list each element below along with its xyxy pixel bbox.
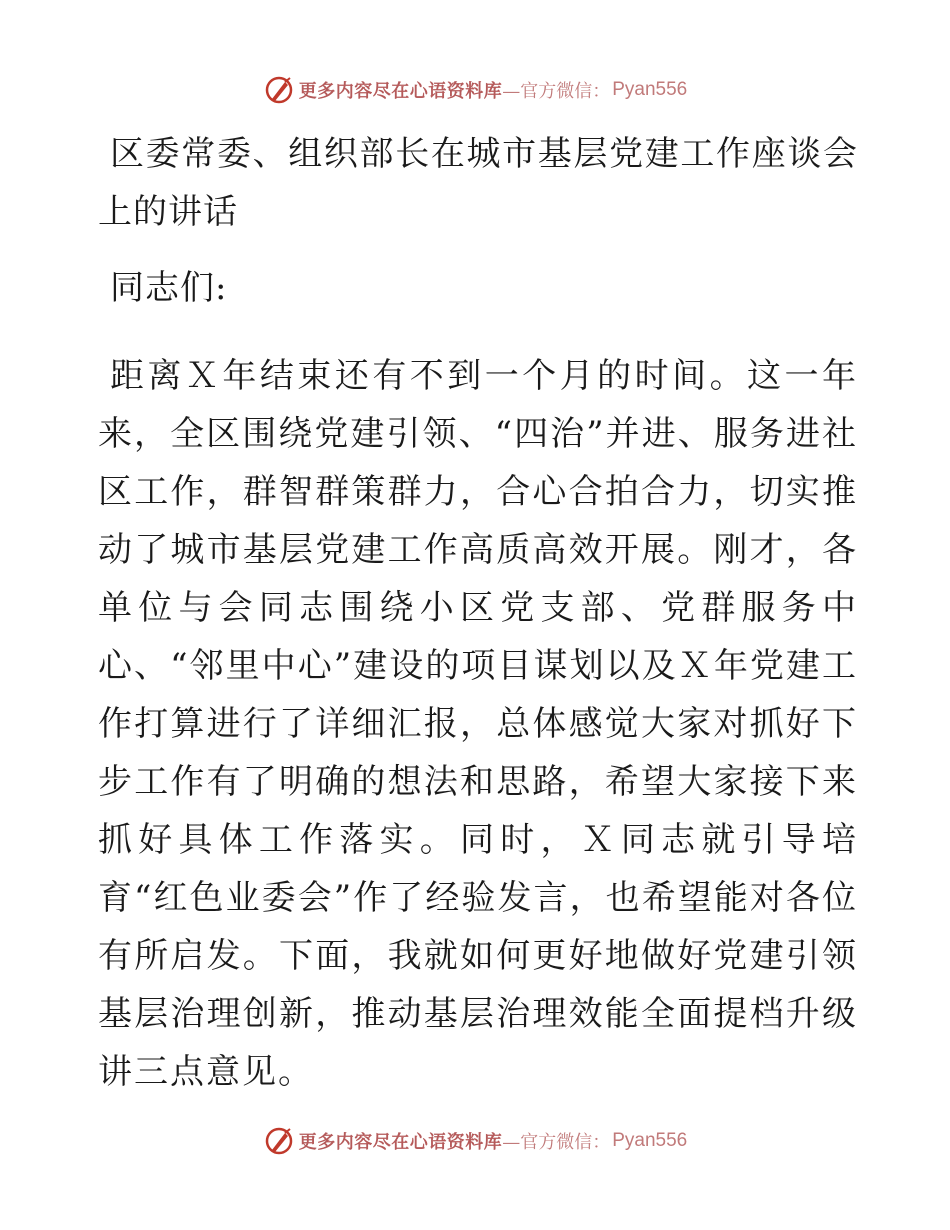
body-paragraph: 距离Ｘ年结束还有不到一个月的时间。这一年来，全区围绕党建引领、“四治”并进、服务进社区工作，群智群策群力，合心合拍合力，切实推动了城市基层党建工作高质高效开展。刚才，各单位与会同志围绕小区党支部、党群服务中心、“邻里中心”建设的项目谋划以及Ｘ年党建工作打算进行了详细汇报，总体感觉大家对抓好下步工作有了明确的想法和思路，希望大家接下来抓好具体工作落实。同时，Ｘ同志就引导培育“红色业委会”作了经验发言，也希望能对各位有所启发。下面，我就如何更好地做好党建引领基层治理创新，推动基层治理效能全面提档升级讲三点意见。 xyxy=(98,356,858,1092)
document-body xyxy=(98,125,858,1101)
watermark-main-text: 更多内容尽在心语资料库 xyxy=(298,1132,503,1153)
watermark-sub-text: —官方微信： xyxy=(502,1132,611,1153)
watermark-wechat-id: Pyan556 xyxy=(612,79,688,100)
watermark-sub-text: —官方微信： xyxy=(502,81,611,102)
document-title: 区委常委、组织部长在城市基层党建工作座谈会上的讲话 xyxy=(98,134,858,232)
watermark-main-text: 更多内容尽在心语资料库 xyxy=(298,81,503,102)
quill-logo-icon xyxy=(263,1125,295,1157)
footer-watermark xyxy=(0,1121,950,1161)
salutation: 同志们: xyxy=(110,268,228,308)
watermark-wechat-id: Pyan556 xyxy=(612,1130,688,1151)
header-watermark xyxy=(0,70,950,110)
quill-logo-icon xyxy=(263,74,295,106)
